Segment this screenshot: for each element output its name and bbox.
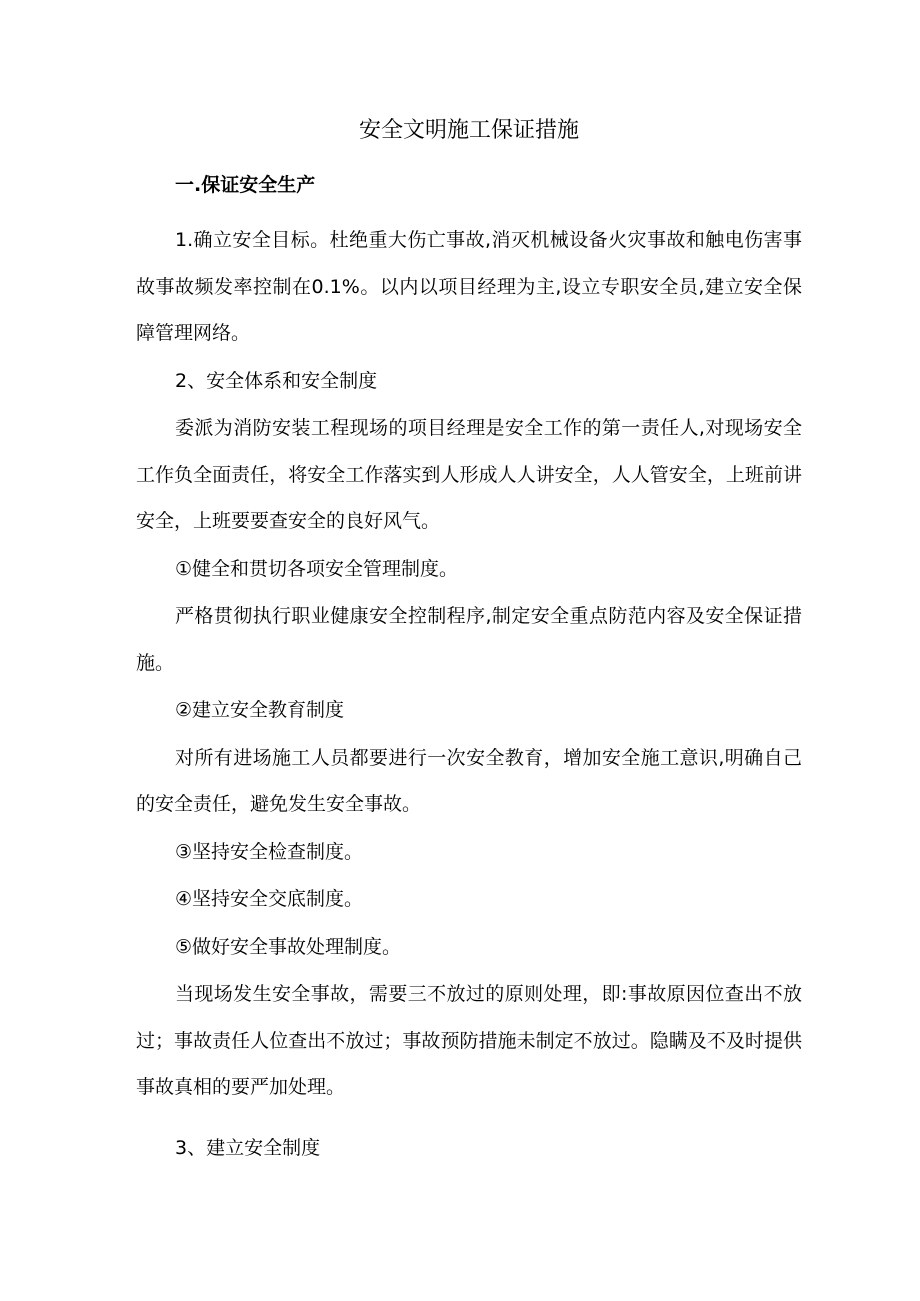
paragraph-sub1: 严格贯彻执行职业健康安全控制程序,制定安全重点防范内容及安全保证措施。 <box>136 605 802 674</box>
sub-item-2: ②建立安全教育制度 <box>175 699 345 721</box>
sub-item-5: ⑤做好安全事故处理制度。 <box>175 935 402 958</box>
paragraph-sub2: 对所有进场施工人员都要进行一次安全教育，增加安全施工意识,明确自己的安全责任，避免发生安全事故。 <box>136 746 802 815</box>
page-title: 安全文明施工保证措施 <box>358 118 579 143</box>
item3-heading: 3、建立安全制度 <box>175 1136 321 1159</box>
paragraph-item2: 委派为消防安装工程现场的项目经理是安全工作的第一责任人,对现场安全工作负全面责任，将安全工作落实到人形成人人讲安全，人人管安全，上班前讲安全，上班要要查安全的良好风气。 <box>136 417 802 532</box>
sub-item-4: ④坚持安全交底制度。 <box>175 888 364 910</box>
item2-heading: 2、安全体系和安全制度 <box>175 369 378 392</box>
sub-item-1: ①健全和贯切各项安全管理制度。 <box>175 557 459 580</box>
sub-item-3: ③坚持安全检查制度。 <box>175 840 364 863</box>
paragraph-sub5: 当现场发生安全事故，需要三不放过的原则处理，即:事故原因位查出不放过；事故责任人位查出不放过；事故预防措施未制定不放过。隐瞒及不及时提供事故真相的要严加处理。 <box>136 983 802 1098</box>
section-heading: 一.保证安全生产 <box>175 174 316 196</box>
paragraph-item1: 1.确立安全目标。杜绝重大伤亡事故,消灭机械设备火灾事故和触电伤害事故事故频发率控制在0.1%。以内以项目经理为主,设立专职安全员,建立安全保障管理网络。 <box>136 229 802 344</box>
